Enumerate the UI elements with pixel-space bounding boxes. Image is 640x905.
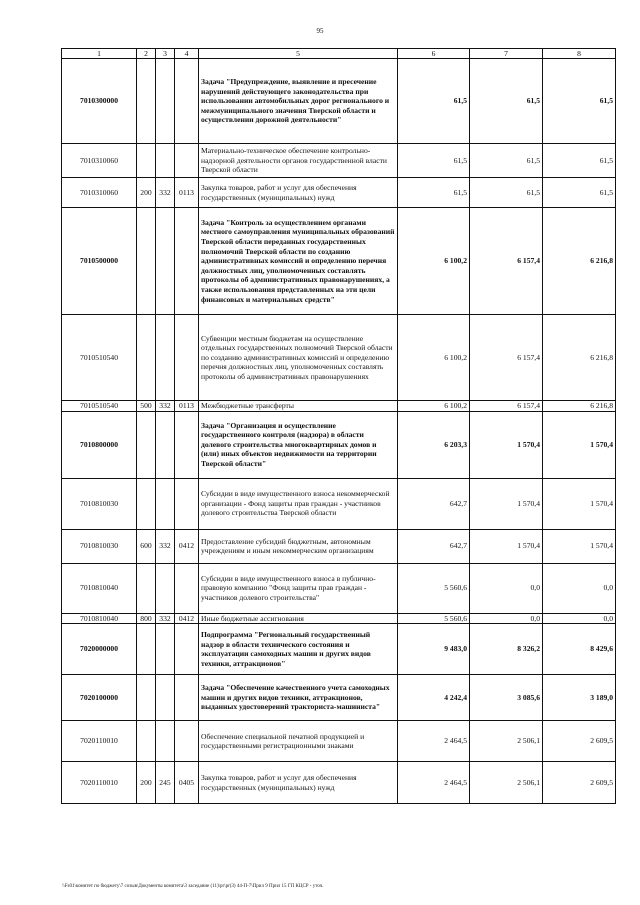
amount-cell-1: 642,7 (398, 478, 470, 529)
table-row (62, 315, 616, 401)
amount-cell-2: 6 157,4 (470, 208, 543, 315)
item-name-cell: Материально-техническое обеспечение контрольно-надзорной деятельности органов государственной власти Тверской области (199, 144, 398, 178)
page-number: 95 (316, 27, 324, 35)
gr-code-cell (156, 478, 175, 529)
section-code-cell (175, 144, 199, 178)
section-code-cell: 0113 (175, 178, 199, 208)
vr-code-cell (137, 478, 156, 529)
amount-cell-1: 4 242,4 (398, 675, 470, 721)
amount-cell-3: 0,0 (543, 563, 616, 613)
gr-code-cell: 332 (156, 401, 175, 412)
table-row (62, 624, 616, 675)
amount-cell-3: 61,5 (543, 178, 616, 208)
table-row (62, 401, 616, 412)
table-row (62, 563, 616, 613)
item-name-cell: Иные бюджетные ассигнования (199, 613, 398, 624)
header-cell: 1 (62, 49, 137, 59)
vr-code-cell (137, 144, 156, 178)
kcsr-code-cell: 7010310060 (62, 144, 137, 178)
amount-cell-1: 61,5 (398, 59, 470, 144)
amount-cell-1: 6 100,2 (398, 208, 470, 315)
amount-cell-3: 3 189,0 (543, 675, 616, 721)
section-code-cell: 0113 (175, 401, 199, 412)
section-code-cell (175, 208, 199, 315)
section-code-cell: 0412 (175, 529, 199, 563)
amount-cell-3: 6 216,8 (543, 401, 616, 412)
item-name-cell: Обеспечение специальной печатной продукцией и государственными регистрационными знаками (199, 721, 398, 762)
amount-cell-1: 6 100,2 (398, 315, 470, 401)
amount-cell-1: 9 483,0 (398, 624, 470, 675)
table-row (62, 411, 616, 478)
amount-cell-3: 0,0 (543, 613, 616, 624)
vr-code-cell: 600 (137, 529, 156, 563)
amount-cell-2: 0,0 (470, 563, 543, 613)
vr-code-cell (137, 721, 156, 762)
header-cell: 2 (137, 49, 156, 59)
item-name-cell: Подпрограмма "Региональный государственный надзор в области технического состояния и эксплуатации самоходных машин и других видов техники, аттракционов" (199, 624, 398, 675)
item-name-cell: Задача "Контроль за осуществлением органами местного самоуправления муниципальных образований Тверской области переданных государственных полномочий Тверской области по созданию административных комиссий и определению перечня должностных лиц, уполномоченных составлять протоколы об административных правонарушениях, а также использования представленных на эти цели финансовых и материальных средств" (199, 208, 398, 315)
gr-code-cell (156, 59, 175, 144)
section-code-cell (175, 478, 199, 529)
item-name-cell: Субсидии в виде имущественного взноса в публично-правовую компанию "Фонд защиты прав граждан - участников долевого строительства" (199, 563, 398, 613)
amount-cell-2: 1 570,4 (470, 478, 543, 529)
amount-cell-1: 2 464,5 (398, 721, 470, 762)
kcsr-code-cell: 7020110010 (62, 721, 137, 762)
gr-code-cell (156, 624, 175, 675)
amount-cell-3: 6 216,8 (543, 315, 616, 401)
amount-cell-2: 1 570,4 (470, 411, 543, 478)
amount-cell-2: 2 506,1 (470, 721, 543, 762)
vr-code-cell (137, 624, 156, 675)
table-row (62, 144, 616, 178)
section-code-cell (175, 315, 199, 401)
table-row (62, 478, 616, 529)
section-code-cell: 0412 (175, 613, 199, 624)
table-row (62, 208, 616, 315)
item-name-cell: Субсидии в виде имущественного взноса некоммерческой организации - Фонд защиты прав граждан - участников долевого строительства Тверской области (199, 478, 398, 529)
gr-code-cell (156, 675, 175, 721)
table-row (62, 529, 616, 563)
kcsr-code-cell: 7010810030 (62, 478, 137, 529)
vr-code-cell (137, 208, 156, 315)
kcsr-code-cell: 7010500000 (62, 208, 137, 315)
footer-file-path: \\Fs01\комитет по бюджету\7 созыв\Документы комитета\3 заседание (11)\pr\pr(3) 44-П-7\Прил 9 Прил 15 ГП КЦСР - уточ. (62, 884, 324, 889)
gr-code-cell (156, 721, 175, 762)
vr-code-cell: 200 (137, 178, 156, 208)
table-row (62, 613, 616, 624)
amount-cell-2: 6 157,4 (470, 401, 543, 412)
section-code-cell (175, 563, 199, 613)
vr-code-cell: 200 (137, 762, 156, 804)
item-name-cell: Субвенции местным бюджетам на осуществление отдельных государственных полномочий Тверской области по созданию административных комиссий и определению перечня должностных лиц, уполномоченных составлять протоколы об административных правонарушениях (199, 315, 398, 401)
item-name-cell: Задача "Предупреждение, выявление и пресечение нарушений действующего законодательства при использовании автомобильных дорог регионального и межмуниципального значения Тверской области и осуществлении дорожной деятельности" (199, 59, 398, 144)
amount-cell-1: 61,5 (398, 178, 470, 208)
section-code-cell (175, 624, 199, 675)
gr-code-cell: 332 (156, 178, 175, 208)
table-row (62, 762, 616, 804)
section-code-cell (175, 721, 199, 762)
amount-cell-3: 8 429,6 (543, 624, 616, 675)
kcsr-code-cell: 7010810040 (62, 613, 137, 624)
kcsr-code-cell: 7020110010 (62, 762, 137, 804)
kcsr-code-cell: 7010510540 (62, 401, 137, 412)
table-row (62, 721, 616, 762)
section-code-cell (175, 675, 199, 721)
header-cell: 7 (470, 49, 543, 59)
vr-code-cell: 500 (137, 401, 156, 412)
item-name-cell: Закупка товаров, работ и услуг для обеспечения государственных (муниципальных) нужд (199, 762, 398, 804)
amount-cell-3: 1 570,4 (543, 529, 616, 563)
gr-code-cell (156, 563, 175, 613)
kcsr-code-cell: 7010300000 (62, 59, 137, 144)
vr-code-cell (137, 411, 156, 478)
amount-cell-3: 2 609,5 (543, 762, 616, 804)
amount-cell-2: 8 326,2 (470, 624, 543, 675)
gr-code-cell (156, 411, 175, 478)
header-cell: 4 (175, 49, 199, 59)
amount-cell-2: 61,5 (470, 144, 543, 178)
header-cell: 6 (398, 49, 470, 59)
item-name-cell: Задача "Обеспечение качественного учета самоходных машин и других видов техники, аттракционов, выданных удостоверений тракториста-машиниста" (199, 675, 398, 721)
gr-code-cell: 245 (156, 762, 175, 804)
header-cell: 3 (156, 49, 175, 59)
gr-code-cell: 332 (156, 529, 175, 563)
header-cell: 8 (543, 49, 616, 59)
vr-code-cell (137, 59, 156, 144)
amount-cell-3: 6 216,8 (543, 208, 616, 315)
section-code-cell: 0405 (175, 762, 199, 804)
amount-cell-3: 1 570,4 (543, 478, 616, 529)
amount-cell-1: 6 203,3 (398, 411, 470, 478)
gr-code-cell: 332 (156, 613, 175, 624)
table-row (62, 675, 616, 721)
section-code-cell (175, 59, 199, 144)
section-code-cell (175, 411, 199, 478)
amount-cell-1: 5 560,6 (398, 563, 470, 613)
kcsr-code-cell: 7010310060 (62, 178, 137, 208)
header-cell: 5 (199, 49, 398, 59)
kcsr-code-cell: 7010810040 (62, 563, 137, 613)
gr-code-cell (156, 144, 175, 178)
amount-cell-2: 0,0 (470, 613, 543, 624)
vr-code-cell: 800 (137, 613, 156, 624)
kcsr-code-cell: 7020000000 (62, 624, 137, 675)
amount-cell-3: 61,5 (543, 59, 616, 144)
amount-cell-3: 61,5 (543, 144, 616, 178)
kcsr-code-cell: 7010510540 (62, 315, 137, 401)
kcsr-code-cell: 7010800000 (62, 411, 137, 478)
amount-cell-1: 2 464,5 (398, 762, 470, 804)
table-body (62, 59, 616, 804)
vr-code-cell (137, 315, 156, 401)
table-row (62, 59, 616, 144)
amount-cell-2: 61,5 (470, 59, 543, 144)
amount-cell-1: 61,5 (398, 144, 470, 178)
vr-code-cell (137, 675, 156, 721)
table-row (62, 178, 616, 208)
amount-cell-1: 6 100,2 (398, 401, 470, 412)
amount-cell-1: 5 560,6 (398, 613, 470, 624)
amount-cell-2: 1 570,4 (470, 529, 543, 563)
amount-cell-2: 61,5 (470, 178, 543, 208)
kcsr-code-cell: 7010810030 (62, 529, 137, 563)
table-header-row (62, 49, 616, 59)
amount-cell-2: 3 085,6 (470, 675, 543, 721)
amount-cell-3: 1 570,4 (543, 411, 616, 478)
item-name-cell: Закупка товаров, работ и услуг для обеспечения государственных (муниципальных) нужд (199, 178, 398, 208)
gr-code-cell (156, 208, 175, 315)
gr-code-cell (156, 315, 175, 401)
item-name-cell: Задача "Организация и осуществление государственного контроля (надзора) в области долевого строительства многоквартирных домов и (или) иных объектов недвижимости на территории Тверской области" (199, 411, 398, 478)
amount-cell-3: 2 609,5 (543, 721, 616, 762)
amount-cell-2: 6 157,4 (470, 315, 543, 401)
kcsr-code-cell: 7020100000 (62, 675, 137, 721)
amount-cell-2: 2 506,1 (470, 762, 543, 804)
amount-cell-1: 642,7 (398, 529, 470, 563)
item-name-cell: Предоставление субсидий бюджетным, автономным учреждениям и иным некоммерческим организациям (199, 529, 398, 563)
item-name-cell: Межбюджетные трансферты (199, 401, 398, 412)
budget-table (61, 48, 616, 804)
vr-code-cell (137, 563, 156, 613)
